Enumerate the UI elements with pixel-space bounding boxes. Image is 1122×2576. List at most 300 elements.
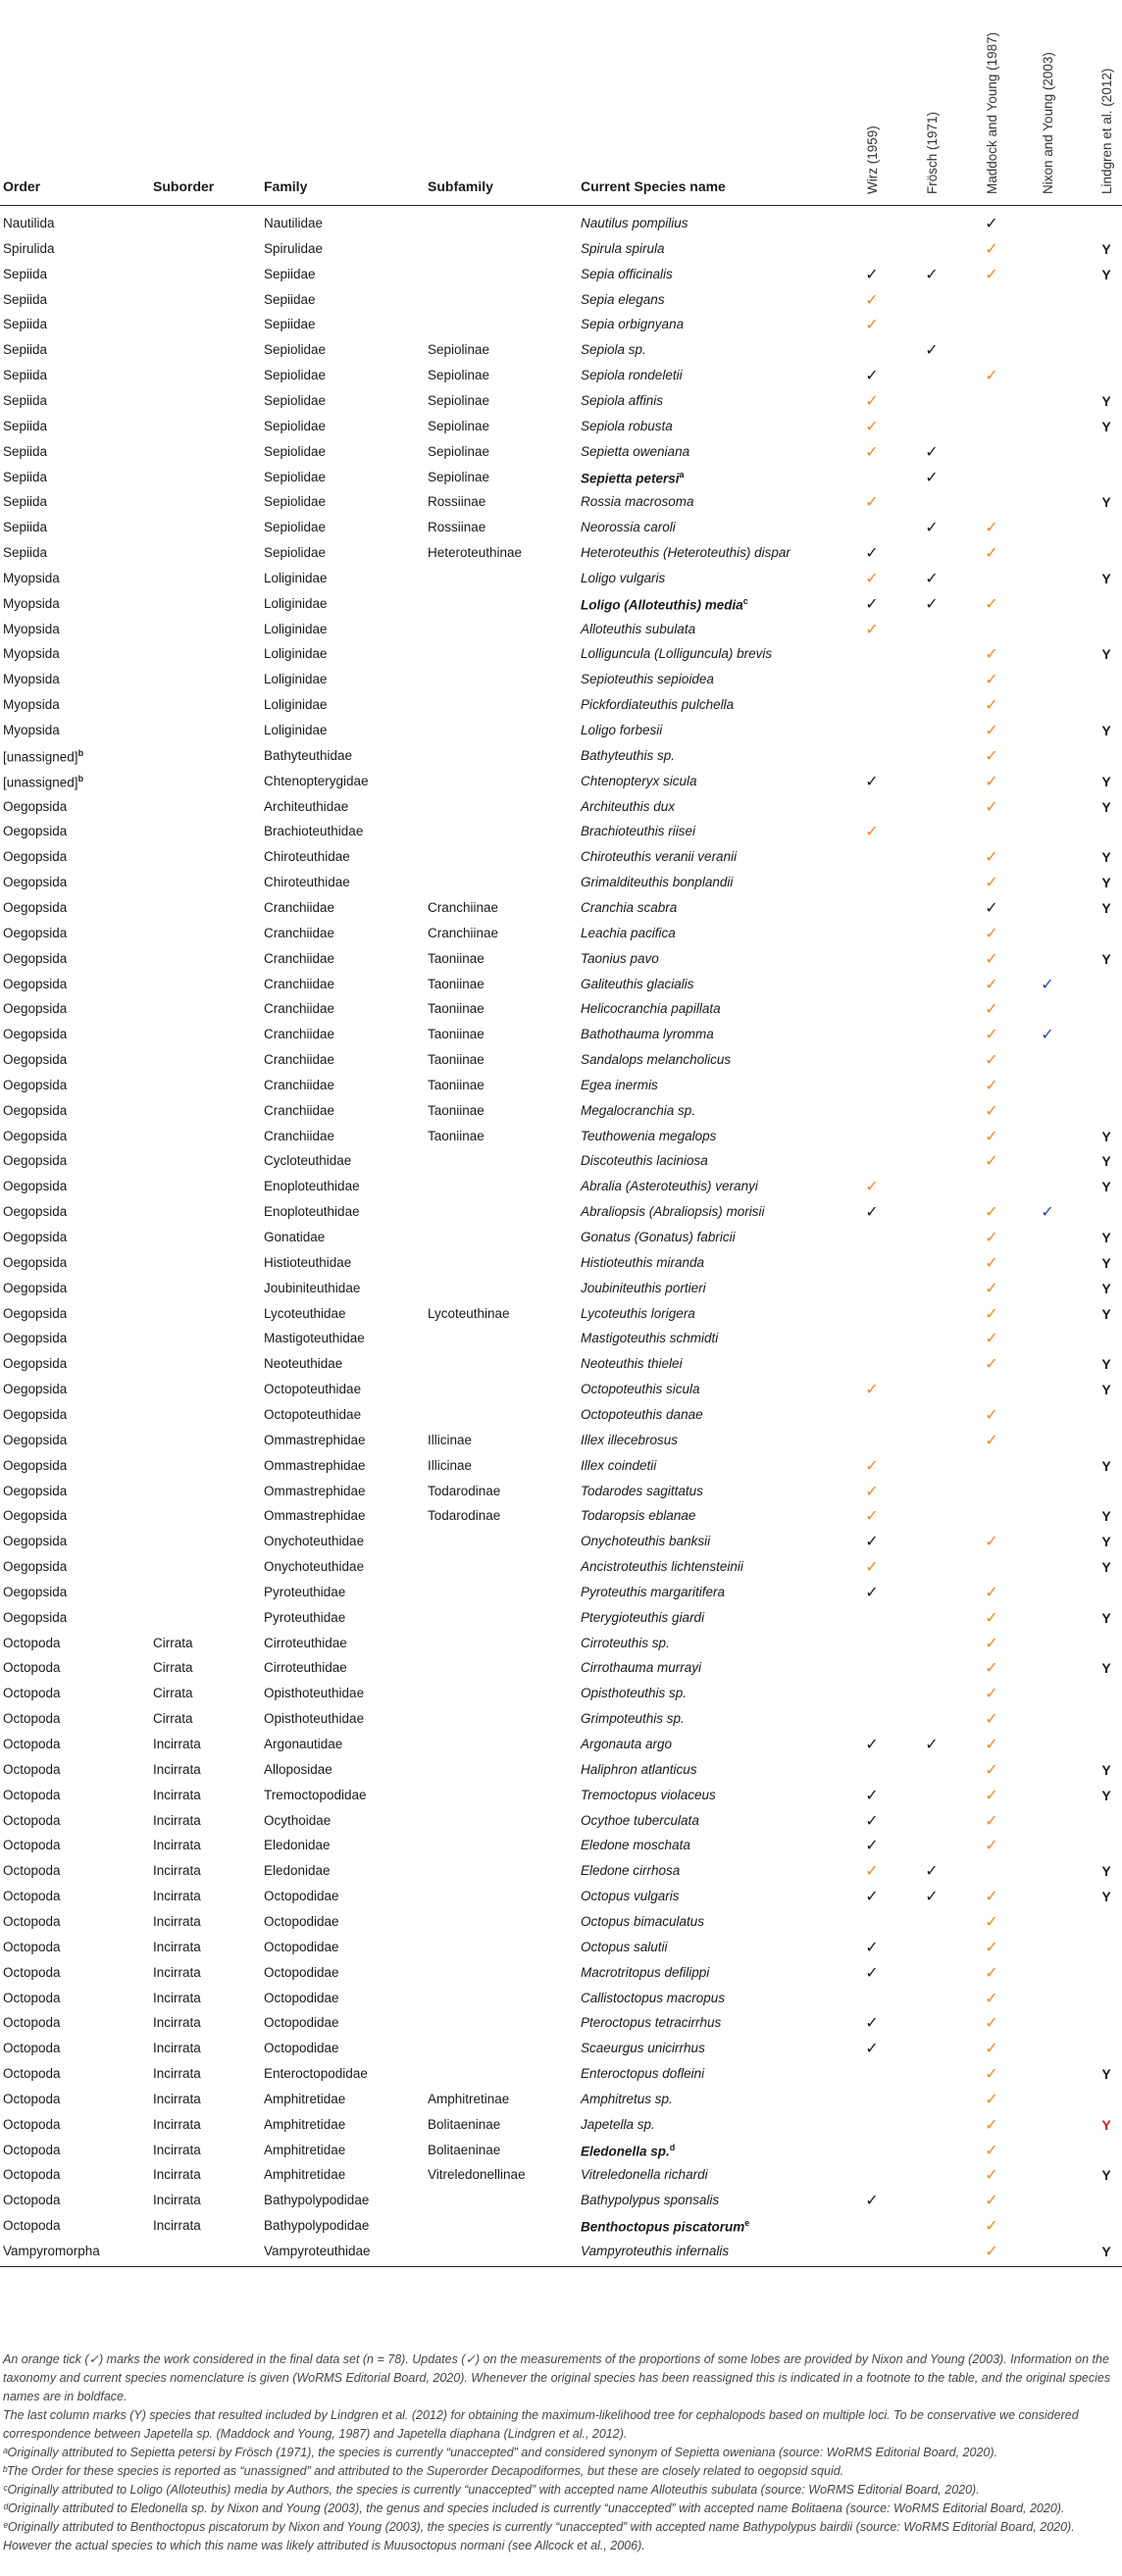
table-row bbox=[0, 2138, 1122, 2163]
check-icon: ✓ bbox=[1041, 976, 1054, 993]
check-icon: ✓ bbox=[985, 849, 998, 867]
cell-subfamily: Sepiolinae bbox=[428, 368, 490, 383]
cell-suborder: Incirrata bbox=[153, 1812, 201, 1828]
footnote-c: ᶜOriginally attributed to Loligo (Alloteuthis) media by Authors, the species is currently “unaccepted” with accepted name Alloteuthis subulata (source: WoRMS Editorial Board, 2020). bbox=[3, 2483, 980, 2497]
cell-suborder: Incirrata bbox=[153, 2091, 201, 2106]
check-icon: ✓ bbox=[985, 1584, 998, 1601]
cell-species: Lolliguncula (Lolliguncula) brevis bbox=[581, 646, 773, 662]
cell-order: Octopoda bbox=[3, 1711, 61, 1727]
cell-order: Octopoda bbox=[3, 1660, 61, 1676]
cell-suborder: Cirrata bbox=[153, 1635, 193, 1650]
check-icon: ✓ bbox=[985, 1737, 998, 1753]
lindgren-mark: Y bbox=[1101, 2116, 1111, 2133]
cell-subfamily: Taoniinae bbox=[428, 1128, 484, 1143]
cell-species: Taonius pavo bbox=[581, 950, 659, 966]
cell-subfamily: Amphitretinae bbox=[428, 2091, 510, 2106]
table-row bbox=[0, 1605, 1122, 1631]
cell-species: Grimpoteuthis sp. bbox=[581, 1711, 685, 1727]
lindgren-mark: Y bbox=[1101, 899, 1111, 916]
lindgren-mark: Y bbox=[1101, 1153, 1111, 1170]
cell-species: Sepia officinalis bbox=[581, 266, 673, 281]
cell-order: Octopoda bbox=[3, 1761, 61, 1777]
cell-species: Ancistroteuthis lichtensteinii bbox=[581, 1559, 743, 1575]
table-row bbox=[0, 1174, 1122, 1199]
check-icon: ✓ bbox=[865, 570, 879, 587]
table-row bbox=[0, 743, 1122, 769]
table-row bbox=[0, 2213, 1122, 2239]
cell-order: Octopoda bbox=[3, 2116, 61, 2132]
check-icon: ✓ bbox=[985, 2091, 998, 2108]
footnote-b: ᵇThe Order for these species is reported as “unassigned” and attributed to the Superorder Decapodiformes, but these are closely related to oegopsid squid. bbox=[3, 2464, 844, 2478]
lindgren-mark: Y bbox=[1101, 1280, 1111, 1296]
cell-species: Illex illecebrosus bbox=[581, 1432, 679, 1447]
table-row bbox=[0, 1706, 1122, 1732]
table-row bbox=[0, 1402, 1122, 1428]
cell-order: Oegopsida bbox=[3, 1102, 68, 1118]
cell-order: Oegopsida bbox=[3, 1609, 68, 1625]
cell-order: Oegopsida bbox=[3, 1305, 68, 1321]
table-row bbox=[0, 1580, 1122, 1605]
cell-family: Amphitretidae bbox=[264, 2142, 346, 2157]
check-icon: ✓ bbox=[985, 646, 998, 664]
check-icon: ✓ bbox=[865, 2041, 879, 2058]
cell-species: Bathypolypus sponsalis bbox=[581, 2193, 720, 2208]
check-icon: ✓ bbox=[985, 1534, 998, 1551]
cell-family: Brachioteuthidae bbox=[264, 824, 364, 839]
cell-family: Sepiolidae bbox=[264, 469, 327, 484]
table-row bbox=[0, 1808, 1122, 1834]
check-icon: ✓ bbox=[985, 1077, 998, 1094]
check-icon: ✓ bbox=[985, 1787, 998, 1804]
cell-order: Sepiida bbox=[3, 342, 48, 358]
check-icon: ✓ bbox=[1041, 1204, 1054, 1222]
cell-family: Loliginidae bbox=[264, 723, 328, 737]
cell-subfamily: Bolitaeninae bbox=[428, 2116, 501, 2132]
lindgren-mark: Y bbox=[1101, 1534, 1111, 1550]
cell-family: Octopoteuthidae bbox=[264, 1382, 362, 1397]
check-icon: ✓ bbox=[985, 1153, 998, 1171]
cell-suborder: Incirrata bbox=[153, 2142, 201, 2157]
cell-family: Opisthoteuthidae bbox=[264, 1686, 365, 1701]
header-maddock-young: Maddock and Young (1987) bbox=[985, 31, 999, 194]
check-icon: ✓ bbox=[865, 494, 879, 512]
cell-species: Grimalditeuthis bonplandii bbox=[581, 875, 734, 890]
cell-species: Leachia pacifica bbox=[581, 925, 676, 940]
cell-species: Bathothauma lyromma bbox=[581, 1027, 714, 1042]
check-icon: ✓ bbox=[1041, 1027, 1054, 1044]
cell-order: Octopoda bbox=[3, 1838, 61, 1853]
table-row bbox=[0, 1655, 1122, 1681]
table-row bbox=[0, 540, 1122, 566]
cell-family: Architeuthidae bbox=[264, 798, 349, 814]
table-row bbox=[0, 388, 1122, 414]
cell-order: Octopoda bbox=[3, 1686, 61, 1701]
cell-species: Megalocranchia sp. bbox=[581, 1102, 696, 1118]
cell-suborder: Incirrata bbox=[153, 1787, 201, 1802]
cell-family: Octopodidae bbox=[264, 2015, 339, 2031]
cell-order: Sepiida bbox=[3, 520, 48, 535]
cell-species: Todarodes sagittatus bbox=[581, 1483, 703, 1498]
check-icon: ✓ bbox=[865, 1964, 879, 1982]
cell-family: Amphitretidae bbox=[264, 2116, 346, 2132]
header-family: Family bbox=[264, 178, 308, 194]
cell-subfamily: Cranchiinae bbox=[428, 899, 499, 915]
check-icon: ✓ bbox=[985, 2041, 998, 2058]
cell-family: Lycoteuthidae bbox=[264, 1305, 346, 1321]
header-rule bbox=[0, 205, 1122, 206]
cell-family: Ommastrephidae bbox=[264, 1483, 366, 1498]
cell-species: Loligo (Alloteuthis) media$^c$ bbox=[581, 595, 748, 613]
check-icon: ✓ bbox=[985, 545, 998, 563]
check-icon: ✓ bbox=[865, 2015, 879, 2033]
cell-species: Enteroctopus dofleini bbox=[581, 2066, 705, 2082]
lindgren-mark: Y bbox=[1101, 1305, 1111, 1322]
cell-family: Cranchiidae bbox=[264, 925, 335, 940]
table-row bbox=[0, 566, 1122, 591]
cell-species: Haliphron atlanticus bbox=[581, 1761, 697, 1777]
cell-order: Oegopsida bbox=[3, 849, 68, 865]
cell-family: Loliginidae bbox=[264, 595, 328, 611]
cell-family: Cranchiidae bbox=[264, 1102, 335, 1118]
cell-species: Nautilus pompilius bbox=[581, 216, 688, 230]
cell-family: Octopodidae bbox=[264, 1939, 339, 1954]
cell-species: Ocythoe tuberculata bbox=[581, 1812, 699, 1828]
table-row bbox=[0, 1479, 1122, 1504]
cell-order: Oegopsida bbox=[3, 1153, 68, 1169]
cell-family: Pyroteuthidae bbox=[264, 1584, 346, 1599]
cell-subfamily: Todarodinae bbox=[428, 1508, 501, 1524]
lindgren-mark: Y bbox=[1101, 1382, 1111, 1398]
check-icon: ✓ bbox=[985, 1990, 998, 2007]
table-row bbox=[0, 1554, 1122, 1580]
check-icon: ✓ bbox=[865, 291, 879, 309]
check-icon: ✓ bbox=[985, 1128, 998, 1145]
footnote-e: ᵉOriginally attributed to Benthoctopus piscatorum by Nixon and Young (2003), the species is currently “unaccepted” with accepted name Bathypolypus bairdii (source: WoRMS Editorial Board, 2020). However the actual species to which this name was likely attributed is Muusoctopus normani (see Allcock et al., 2006). bbox=[3, 2520, 1075, 2552]
cell-species: Lycoteuthis lorigera bbox=[581, 1305, 695, 1321]
cell-family: Chiroteuthidae bbox=[264, 875, 350, 890]
cell-species: Alloteuthis subulata bbox=[581, 621, 696, 636]
check-icon: ✓ bbox=[985, 1230, 998, 1246]
check-icon: ✓ bbox=[925, 469, 939, 486]
lindgren-mark: Y bbox=[1101, 1457, 1111, 1474]
check-icon: ✓ bbox=[985, 1052, 998, 1070]
cell-family: Onychoteuthidae bbox=[264, 1559, 365, 1575]
cell-species: Opisthoteuthis sp. bbox=[581, 1686, 688, 1701]
table-row bbox=[0, 1301, 1122, 1327]
cell-order: Octopoda bbox=[3, 2193, 61, 2208]
cell-family: Cirroteuthidae bbox=[264, 1660, 347, 1676]
cell-family: Chtenopterygidae bbox=[264, 773, 369, 788]
table-row bbox=[0, 211, 1122, 236]
cell-suborder: Incirrata bbox=[153, 2193, 201, 2208]
table-row bbox=[0, 262, 1122, 287]
check-icon: ✓ bbox=[865, 443, 879, 461]
cell-order: Octopoda bbox=[3, 1812, 61, 1828]
table-row bbox=[0, 1986, 1122, 2011]
cell-suborder: Cirrata bbox=[153, 1686, 193, 1701]
check-icon: ✓ bbox=[865, 1838, 879, 1855]
cell-order: Oegopsida bbox=[3, 950, 68, 966]
table-row bbox=[0, 1960, 1122, 1986]
cell-order: Sepiida bbox=[3, 443, 48, 459]
cell-family: Sepiolidae bbox=[264, 443, 327, 459]
table-row bbox=[0, 1377, 1122, 1402]
cell-order: Myopsida bbox=[3, 672, 60, 687]
table-row bbox=[0, 1757, 1122, 1783]
cell-order: Myopsida bbox=[3, 723, 60, 737]
cell-species: Macrotritopus defilippi bbox=[581, 1964, 710, 1980]
cell-family: Sepiolidae bbox=[264, 392, 327, 408]
check-icon: ✓ bbox=[985, 2193, 998, 2210]
cell-species: Bathyteuthis sp. bbox=[581, 747, 676, 763]
table-row bbox=[0, 287, 1122, 313]
cell-species: Cirrothauma murrayi bbox=[581, 1660, 702, 1676]
cell-species: Eledone moschata bbox=[581, 1838, 690, 1853]
cell-family: Cranchiidae bbox=[264, 899, 335, 915]
table-row bbox=[0, 591, 1122, 617]
cell-order: Octopoda bbox=[3, 2091, 61, 2106]
check-icon: ✓ bbox=[865, 1508, 879, 1526]
cell-family: Cranchiidae bbox=[264, 1001, 335, 1017]
cell-species: Sepioteuthis sepioidea bbox=[581, 672, 714, 687]
check-icon: ✓ bbox=[985, 1356, 998, 1374]
cell-subfamily: Todarodinae bbox=[428, 1483, 501, 1498]
lindgren-mark: Y bbox=[1101, 2066, 1111, 2083]
cell-family: Bathypolypodidae bbox=[264, 2218, 370, 2234]
cell-family: Bathypolypodidae bbox=[264, 2193, 370, 2208]
check-icon: ✓ bbox=[865, 392, 879, 410]
check-icon: ✓ bbox=[985, 925, 998, 942]
check-icon: ✓ bbox=[985, 697, 998, 715]
table-row bbox=[0, 312, 1122, 337]
check-icon: ✓ bbox=[985, 2142, 998, 2159]
cell-family: Cranchiidae bbox=[264, 950, 335, 966]
cell-subfamily: Taoniinae bbox=[428, 976, 484, 991]
table-row bbox=[0, 1884, 1122, 1909]
check-icon: ✓ bbox=[925, 266, 939, 283]
footnote-lindgren: The last column marks (Y) species that resulted included by Lindgren et al. (2012) for obtaining the maximum-likelihood tree for cephalopods based on multiple loci. To be conservative we considered correspondence between Japetella sp. (Maddock and Young, 1987) and Japetella diaphana (Lindgren et al., 2012). bbox=[3, 2408, 1079, 2441]
table-row bbox=[0, 972, 1122, 997]
cell-order: Oegopsida bbox=[3, 1534, 68, 1549]
cell-subfamily: Sepiolinae bbox=[428, 342, 490, 358]
cell-order: Oegopsida bbox=[3, 824, 68, 839]
cell-order: Oegopsida bbox=[3, 1356, 68, 1372]
check-icon: ✓ bbox=[925, 443, 939, 461]
table-row bbox=[0, 794, 1122, 820]
lindgren-mark: Y bbox=[1101, 1356, 1111, 1373]
check-icon: ✓ bbox=[865, 595, 879, 613]
cell-species: Octopus salutii bbox=[581, 1939, 668, 1954]
check-icon: ✓ bbox=[985, 2244, 998, 2260]
cell-suborder: Incirrata bbox=[153, 2041, 201, 2056]
cell-order: Sepiida bbox=[3, 494, 48, 510]
table-row bbox=[0, 1428, 1122, 1453]
cell-suborder: Cirrata bbox=[153, 1711, 193, 1727]
cell-suborder: Incirrata bbox=[153, 2066, 201, 2082]
cell-family: Enoploteuthidae bbox=[264, 1179, 360, 1194]
check-icon: ✓ bbox=[985, 2167, 998, 2185]
cell-order: [unassigned]$^b$ bbox=[3, 773, 84, 790]
cell-order: Sepiida bbox=[3, 418, 48, 433]
check-icon: ✓ bbox=[925, 595, 939, 613]
cell-species: Callistoctopus macropus bbox=[581, 1990, 726, 2005]
cell-family: Sepiolidae bbox=[264, 368, 327, 383]
cell-species: Sepia elegans bbox=[581, 291, 665, 307]
cell-family: Sepiolidae bbox=[264, 545, 327, 561]
table-row bbox=[0, 870, 1122, 895]
header-wirz: Wirz (1959) bbox=[865, 126, 880, 194]
cell-order: Sepiida bbox=[3, 317, 48, 332]
cell-species: Eledone cirrhosa bbox=[581, 1863, 681, 1879]
lindgren-mark: Y bbox=[1101, 418, 1111, 434]
header-frosch: Frösch (1971) bbox=[925, 111, 940, 194]
table-row bbox=[0, 667, 1122, 692]
table-row bbox=[0, 2162, 1122, 2188]
cell-family: Gonatidae bbox=[264, 1230, 326, 1244]
check-icon: ✓ bbox=[985, 1305, 998, 1323]
cell-subfamily: Taoniinae bbox=[428, 950, 484, 966]
cell-order: Oegopsida bbox=[3, 1077, 68, 1092]
check-icon: ✓ bbox=[865, 1534, 879, 1551]
cell-family: Octopodidae bbox=[264, 1889, 339, 1904]
cell-order: Oegopsida bbox=[3, 1406, 68, 1422]
cell-species: Vampyroteuthis infernalis bbox=[581, 2244, 730, 2258]
cell-species: Sepia orbignyana bbox=[581, 317, 685, 332]
cell-family: Spirulidae bbox=[264, 240, 324, 256]
check-icon: ✓ bbox=[865, 1939, 879, 1956]
cell-subfamily: Taoniinae bbox=[428, 1027, 484, 1042]
cell-order: [unassigned]$^b$ bbox=[3, 747, 84, 765]
cell-suborder: Incirrata bbox=[153, 1964, 201, 1980]
cell-subfamily: Illicinae bbox=[428, 1457, 473, 1473]
check-icon: ✓ bbox=[985, 976, 998, 993]
cell-order: Oegopsida bbox=[3, 875, 68, 890]
footnote-d: ᵈOriginally attributed to Eledonella sp. by Nixon and Young (2003), the genus and species included is currently “unaccepted” with accepted name Bolitaena (source: WoRMS Editorial Board, 2020). bbox=[3, 2501, 1065, 2515]
cell-family: Eledonidae bbox=[264, 1863, 331, 1879]
cell-species: Argonauta argo bbox=[581, 1737, 673, 1751]
cell-species: Sepiola affinis bbox=[581, 392, 664, 408]
check-icon: ✓ bbox=[865, 418, 879, 435]
check-icon: ✓ bbox=[985, 1102, 998, 1120]
check-icon: ✓ bbox=[865, 317, 879, 334]
cell-family: Chiroteuthidae bbox=[264, 849, 350, 865]
table-row bbox=[0, 1935, 1122, 1960]
check-icon: ✓ bbox=[985, 723, 998, 739]
check-icon: ✓ bbox=[985, 747, 998, 765]
cell-family: Loliginidae bbox=[264, 672, 328, 687]
cell-order: Sepiida bbox=[3, 392, 48, 408]
cell-order: Oegopsida bbox=[3, 1254, 68, 1270]
cell-family: Amphitretidae bbox=[264, 2167, 346, 2183]
table-bottom-rule bbox=[0, 2266, 1122, 2267]
lindgren-mark: Y bbox=[1101, 1559, 1111, 1576]
cell-suborder: Incirrata bbox=[153, 1863, 201, 1879]
cell-order: Sepiida bbox=[3, 545, 48, 561]
cell-order: Octopoda bbox=[3, 2015, 61, 2031]
cell-order: Oegopsida bbox=[3, 1128, 68, 1143]
cell-family: Loliginidae bbox=[264, 570, 328, 585]
check-icon: ✓ bbox=[985, 1711, 998, 1729]
cell-species: Tremoctopus violaceus bbox=[581, 1787, 716, 1802]
cell-family: Octopodidae bbox=[264, 2041, 339, 2056]
cell-family: Ommastrephidae bbox=[264, 1508, 366, 1524]
lindgren-mark: Y bbox=[1101, 2244, 1111, 2259]
cell-order: Octopoda bbox=[3, 2218, 61, 2234]
lindgren-mark: Y bbox=[1101, 266, 1111, 282]
lindgren-mark: Y bbox=[1101, 1230, 1111, 1245]
cell-species: Architeuthis dux bbox=[581, 798, 676, 814]
table-row bbox=[0, 946, 1122, 972]
cell-species: Eledonella sp.$^d$ bbox=[581, 2142, 676, 2159]
lindgren-mark: Y bbox=[1101, 950, 1111, 967]
cell-order: Octopoda bbox=[3, 1913, 61, 1929]
table-row bbox=[0, 617, 1122, 642]
header-species: Current Species name bbox=[581, 178, 726, 194]
cell-order: Octopoda bbox=[3, 1863, 61, 1879]
footnote-legend: An orange tick (✓) marks the work considered in the final data set (n = 78). Updates (✓) on the measurements of the proportions of some lobes are provided by Nixon and Young (2003). Information on the taxonomy and current species nomenclature is given (WoRMS Editorial Board, 2020). Whenever the original species has been reassigned this is indicated in a footnote to the table, and the original species names are in boldface. bbox=[3, 2352, 1111, 2403]
cell-family: Octopoteuthidae bbox=[264, 1406, 362, 1422]
cell-species: Pteroctopus tetracirrhus bbox=[581, 2015, 722, 2031]
cell-species: Sepiola robusta bbox=[581, 418, 673, 433]
cell-family: Histioteuthidae bbox=[264, 1254, 352, 1270]
cell-order: Oegopsida bbox=[3, 1331, 68, 1346]
cell-order: Oegopsida bbox=[3, 1230, 68, 1244]
check-icon: ✓ bbox=[985, 2066, 998, 2084]
check-icon: ✓ bbox=[985, 1761, 998, 1779]
cell-order: Oegopsida bbox=[3, 798, 68, 814]
table-row bbox=[0, 692, 1122, 718]
table-row bbox=[0, 1326, 1122, 1351]
cell-family: Octopodidae bbox=[264, 1990, 339, 2005]
check-icon: ✓ bbox=[985, 1889, 998, 1906]
cell-family: Vampyroteuthidae bbox=[264, 2244, 371, 2258]
lindgren-mark: Y bbox=[1101, 646, 1111, 663]
cell-order: Vampyromorpha bbox=[3, 2244, 100, 2258]
cell-species: Galiteuthis glacialis bbox=[581, 976, 694, 991]
cell-suborder: Incirrata bbox=[153, 2116, 201, 2132]
check-icon: ✓ bbox=[865, 1812, 879, 1830]
cell-order: Sepiida bbox=[3, 266, 48, 281]
check-icon: ✓ bbox=[985, 595, 998, 613]
cell-species: Teuthowenia megalops bbox=[581, 1128, 717, 1143]
lindgren-mark: Y bbox=[1101, 1179, 1111, 1195]
cell-species: Spirula spirula bbox=[581, 240, 665, 256]
check-icon: ✓ bbox=[985, 1609, 998, 1627]
check-icon: ✓ bbox=[865, 368, 879, 385]
table-row bbox=[0, 641, 1122, 667]
table-row bbox=[0, 769, 1122, 794]
check-icon: ✓ bbox=[865, 1382, 879, 1399]
cell-species: Neoteuthis thielei bbox=[581, 1356, 683, 1372]
table-row bbox=[0, 236, 1122, 262]
table-row bbox=[0, 2061, 1122, 2087]
cell-suborder: Incirrata bbox=[153, 2218, 201, 2234]
table-row bbox=[0, 1225, 1122, 1250]
cell-family: Cranchiidae bbox=[264, 976, 335, 991]
cell-family: Octopodidae bbox=[264, 1913, 339, 1929]
cell-subfamily: Rossiinae bbox=[428, 494, 486, 510]
table-row bbox=[0, 1250, 1122, 1276]
cell-family: Loliginidae bbox=[264, 621, 328, 636]
cell-species: Onychoteuthis banksii bbox=[581, 1534, 711, 1549]
table-row bbox=[0, 1858, 1122, 1884]
cell-species: Abraliopsis (Abraliopsis) morisii bbox=[581, 1204, 765, 1220]
check-icon: ✓ bbox=[865, 266, 879, 283]
cell-species: Pterygioteuthis giardi bbox=[581, 1609, 705, 1625]
table-row bbox=[0, 439, 1122, 465]
lindgren-mark: Y bbox=[1101, 570, 1111, 586]
cell-order: Octopoda bbox=[3, 1990, 61, 2005]
